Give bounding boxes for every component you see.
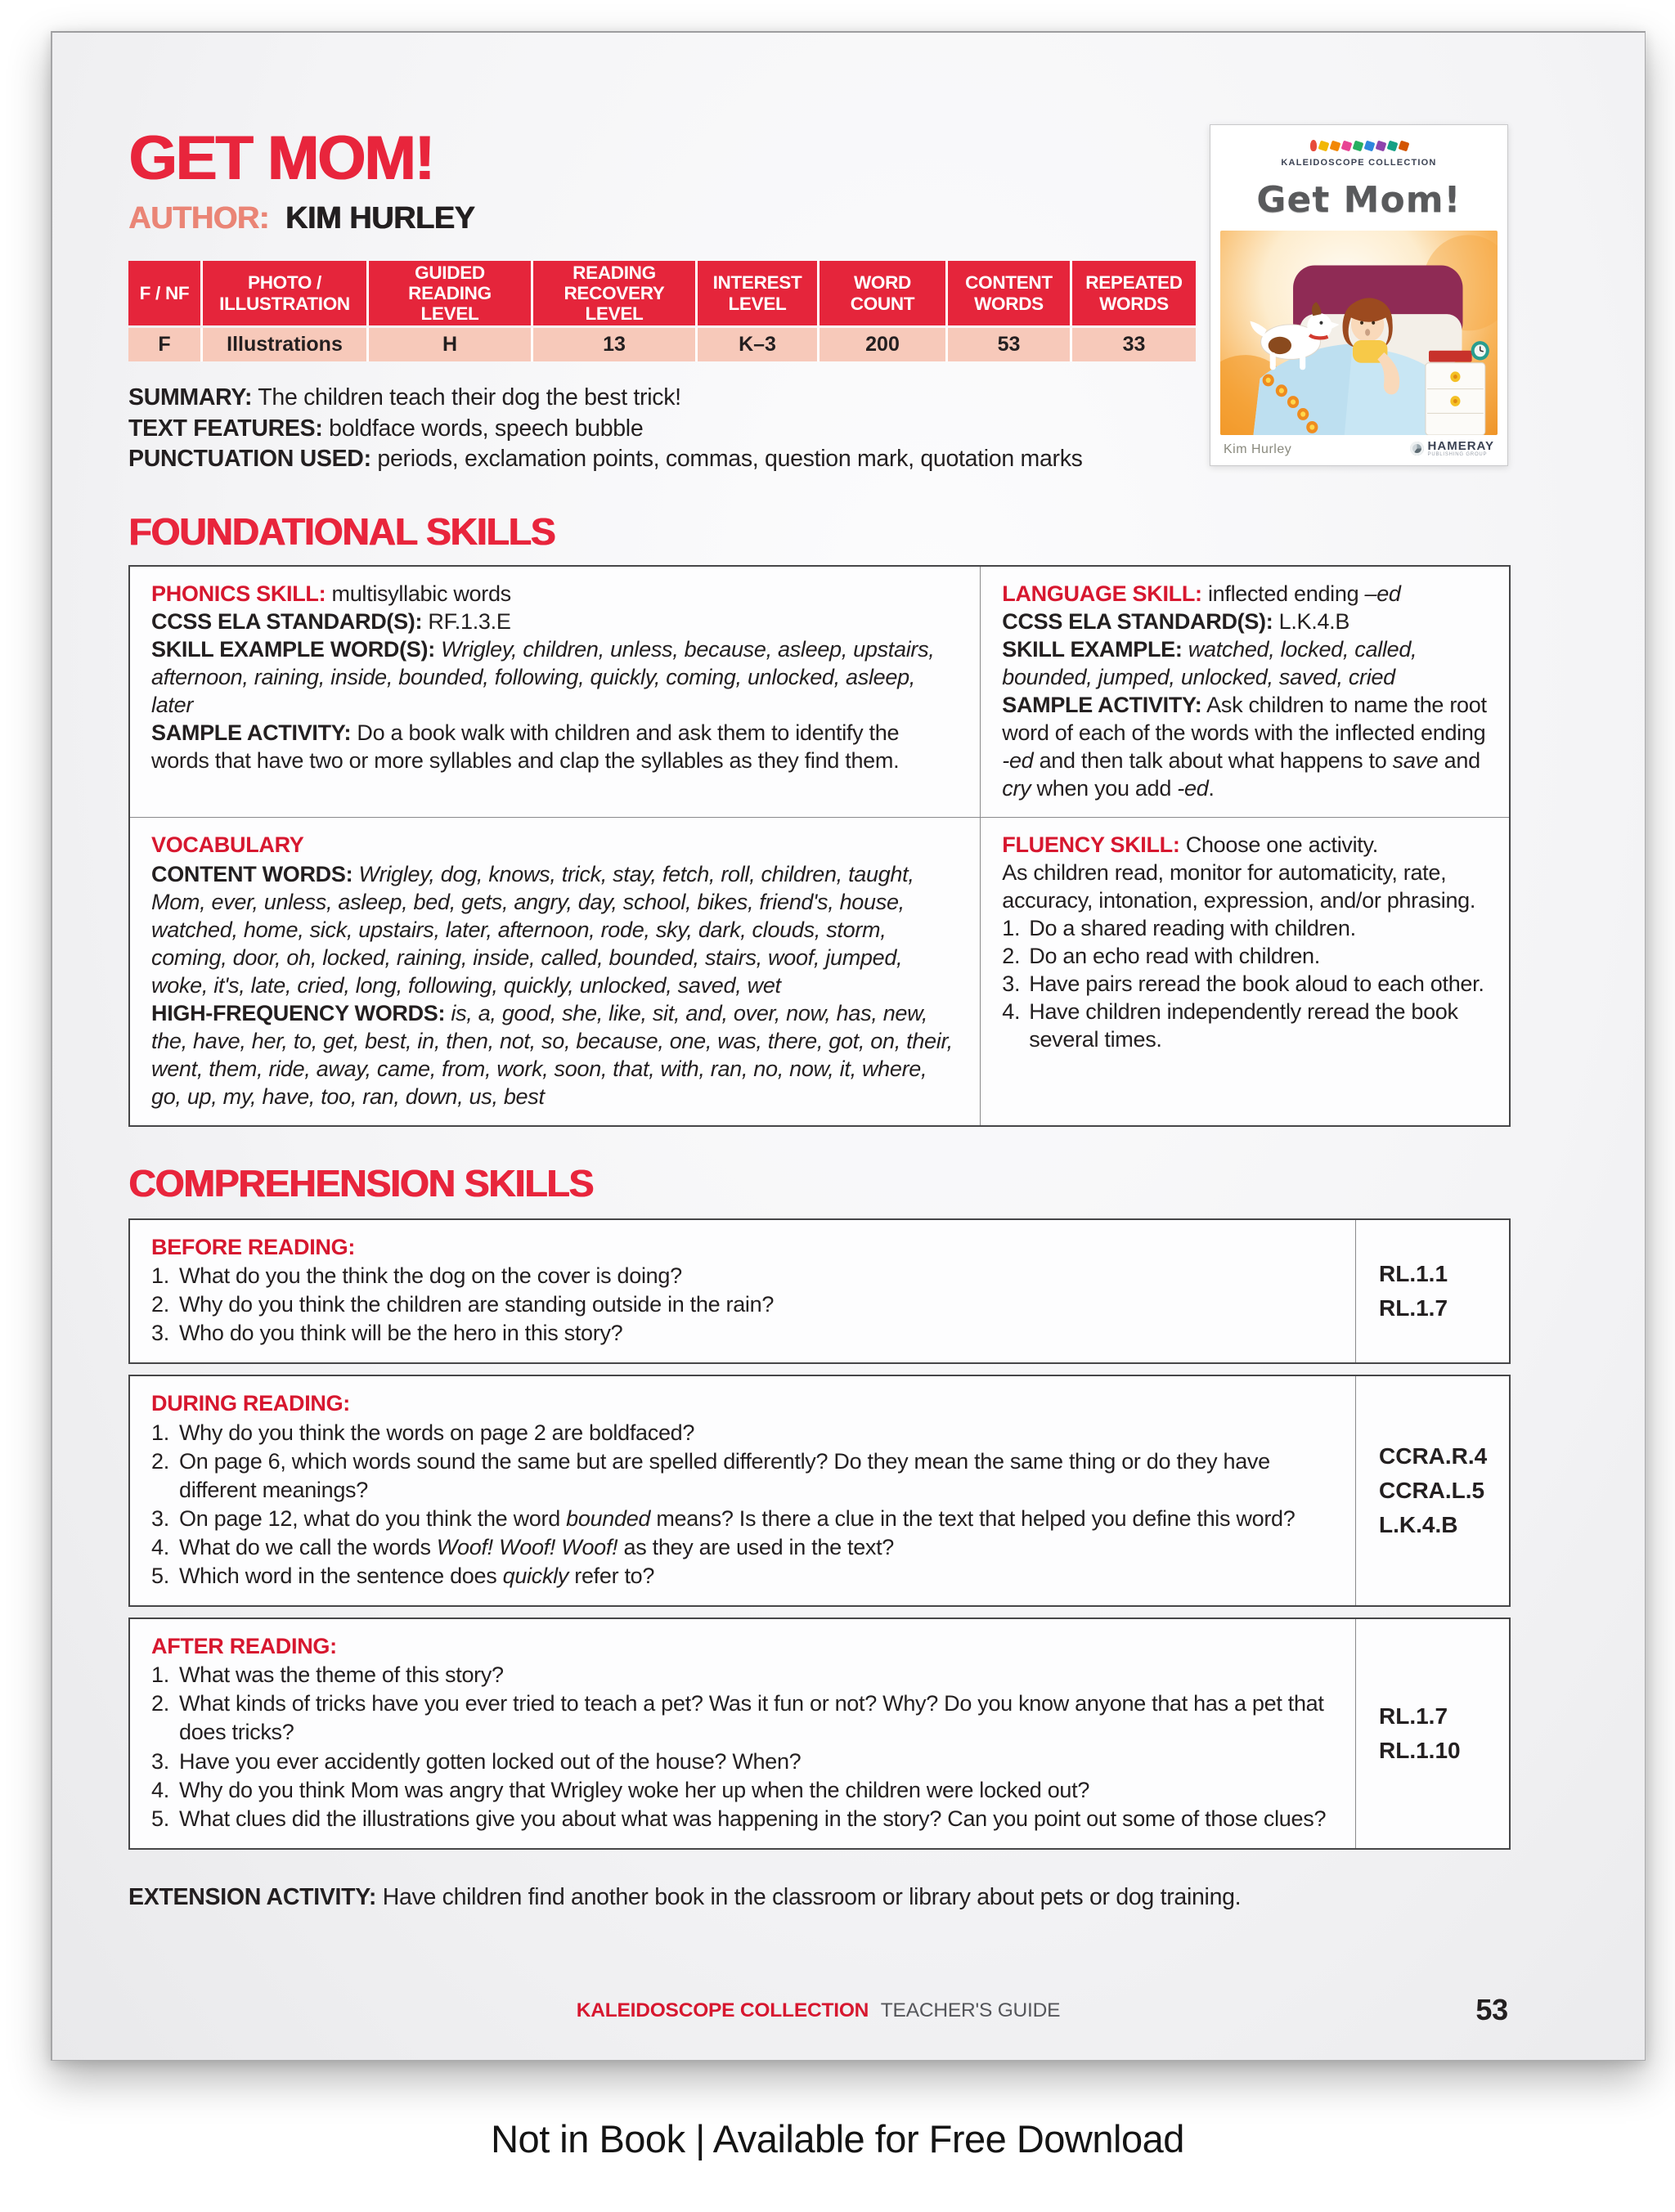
logo-figure-icon [1310, 140, 1317, 151]
fluency-step: Have pairs reread the book aloud to each other. [1029, 971, 1484, 997]
fluency-skill-label: FLUENCY SKILL: [1002, 832, 1180, 857]
vocabulary-heading: VOCABULARY [151, 832, 304, 857]
before-reading-row [128, 1218, 1511, 1364]
metrics-value: Illustrations [203, 328, 369, 361]
fluency-skill-cell [981, 818, 1509, 1125]
phonics-skill-cell [130, 567, 981, 818]
extension-activity [128, 1884, 1511, 1911]
page-footer [128, 1993, 1508, 2026]
content-words-list: Wrigley, dog, knows, trick, stay, fetch, roll, children, taught, Mom, ever, unless, asleep, bed, gets, angry, day, school, bikes, friend's, house, watched, home, sick, upstairs, later, afternoon, rode, sky, dark, clouds, storm, coming, door, oh, locked, raining, inside, called, bounded, stairs, woof, jumped, woke, it's, late, cried, long, following, quickly, unlocked, saved, wet [151, 861, 914, 998]
metrics-value-row [128, 325, 1196, 361]
author-label: AUTHOR: [128, 201, 269, 236]
bedroom-scene-illustration [1220, 231, 1498, 435]
during-reading-row [128, 1375, 1511, 1607]
question-item: Who do you think will be the hero in this story? [179, 1321, 623, 1346]
phonics-example-words: Wrigley, children, unless, because, asleep, upstairs, afternoon, raining, inside, bounded, following, quickly, coming, unlocked, asleep, later [151, 636, 935, 717]
page-number: 53 [1475, 1993, 1508, 2026]
punctuation-line [128, 444, 1216, 475]
page-title: GET MOM! [128, 123, 433, 193]
footer-guide-label: TEACHER'S GUIDE [880, 1999, 1061, 2021]
book-metrics-table [128, 261, 1196, 361]
cover-collection-name: KALEIDOSCOPE COLLECTION [1281, 158, 1437, 168]
nightstand [1426, 341, 1489, 435]
language-skill-label: LANGUAGE SKILL: [1002, 581, 1202, 606]
extension-activity-label: EXTENSION ACTIVITY: [128, 1883, 377, 1910]
high-frequency-words-list: is, a, good, she, like, sit, and, over, now, has, new, the, have, her, to, get, best, in, then, not, so, because, one, was, there, got, on, their, went, them, ride, away, came, from, work, soon, that, with, ran, no, now, it, where, go, up, my, have, too, ran, down, us, best [151, 1001, 953, 1110]
alarm-clock-icon [1471, 341, 1489, 360]
hameray-logo-icon [1410, 442, 1424, 455]
kaleidoscope-shapes-icon [1310, 135, 1408, 156]
metrics-value: 33 [1072, 328, 1196, 361]
fluency-intro: As children read, monitor for automaticity, rate, accuracy, intonation, expression, and/or phrasing. [1002, 859, 1476, 913]
text-features-text: boldface words, speech bubble [329, 415, 644, 442]
standard-code: L.K.4.B [1379, 1512, 1458, 1538]
question-item: Why do you think Mom was angry that Wrigley woke her up when the children were locked out? [179, 1777, 1090, 1802]
cover-author: Kim Hurley [1224, 442, 1292, 456]
metrics-value: 200 [820, 328, 948, 361]
question-item: Why do you think the children are standing outside in the rain? [179, 1292, 775, 1317]
publisher-logo [1410, 440, 1494, 457]
fluency-step: Do a shared reading with children. [1029, 916, 1356, 940]
summary-label: SUMMARY: [128, 384, 253, 411]
question-item: On page 6, which words sound the same but are spelled differently? Do they mean the same thing or do they have different meanings? [179, 1448, 1270, 1502]
question-item: Why do you think the words on page 2 are boldfaced? [179, 1420, 695, 1445]
metrics-header: WORD COUNT [820, 261, 948, 325]
during-reading-questions [130, 1376, 1355, 1605]
cover-footer [1220, 435, 1498, 459]
before-reading-standards [1355, 1220, 1509, 1362]
question-item: Have you ever accidently gotten locked out of the house? When? [179, 1748, 802, 1774]
phonics-skill-text: multisyllabic words [331, 581, 511, 606]
fluency-steps [1002, 914, 1488, 1053]
standard-code: CCRA.R.4 [1379, 1443, 1488, 1469]
metrics-value: F [128, 328, 203, 361]
author-name: KIM HURLEY [285, 201, 475, 236]
book-overview [128, 383, 1216, 475]
during-reading-standards [1355, 1376, 1509, 1605]
phonics-activity-label: SAMPLE ACTIVITY: [151, 720, 352, 745]
metrics-header-row [128, 261, 1196, 325]
phonics-standard-text: RF.1.3.E [428, 608, 511, 634]
metrics-header: REPEATED WORDS [1072, 261, 1196, 325]
standard-code: RL.1.10 [1379, 1737, 1461, 1763]
standard-code: CCRA.L.5 [1379, 1478, 1485, 1504]
phonics-skill-label: PHONICS SKILL: [151, 581, 326, 606]
punctuation-text: periods, exclamation points, commas, question mark, quotation marks [377, 446, 1083, 473]
fluency-step: Have children independently reread the book several times. [1029, 999, 1458, 1052]
question-item: Which word in the sentence does quickly refer to? [179, 1564, 655, 1589]
metrics-header: F / NF [128, 261, 203, 325]
foundational-skills-heading: FOUNDATIONAL SKILLS [128, 509, 555, 553]
after-reading-questions [130, 1619, 1355, 1848]
phonics-standard-label: CCSS ELA STANDARD(S): [151, 608, 423, 634]
during-reading-label: DURING READING: [151, 1391, 350, 1416]
punctuation-label: PUNCTUATION USED: [128, 446, 371, 473]
content-words-label: CONTENT WORDS: [151, 861, 353, 886]
language-standard-text: L.K.4.B [1278, 608, 1350, 634]
after-reading-standards [1355, 1619, 1509, 1848]
metrics-value: 13 [533, 328, 698, 361]
metrics-header: READING RECOVERY LEVEL [533, 261, 698, 325]
summary-line [128, 383, 1216, 414]
question-item: What do you the think the dog on the cover is doing? [179, 1263, 682, 1289]
metrics-header: INTEREST LEVEL [698, 261, 820, 325]
before-reading-questions [130, 1220, 1355, 1362]
question-item: On page 12, what do you think the word bounded means? Is there a clue in the text that helped you define this word? [179, 1505, 1296, 1531]
question-item: What do we call the words Woof! Woof! Woof! as they are used in the text? [179, 1534, 895, 1559]
foundational-skills-table [128, 565, 1511, 1127]
after-reading-label: AFTER READING: [151, 1634, 337, 1659]
comprehension-skills-heading: COMPREHENSION SKILLS [128, 1162, 593, 1205]
question-item: What kinds of tricks have you ever tried to teach a pet? Was it fun or not? Why? Do you know anyone that has a pet that does tricks? [179, 1691, 1324, 1745]
metrics-header: CONTENT WORDS [948, 261, 1072, 325]
language-activity-text: Ask children to name the root word of each of the words with the inflected ending -ed and then talk about what happens to save and cry when you add -ed. [1002, 692, 1487, 801]
book-on-nightstand [1429, 351, 1472, 362]
language-activity-label: SAMPLE ACTIVITY: [1002, 692, 1202, 717]
summary-text: The children teach their dog the best trick! [258, 384, 681, 411]
guide-page [51, 31, 1646, 2061]
kaleidoscope-logo [1220, 135, 1498, 168]
language-standard-label: CCSS ELA STANDARD(S): [1002, 608, 1273, 634]
text-features-label: TEXT FEATURES: [128, 415, 323, 442]
cover-title: Get Mom! [1256, 179, 1462, 221]
page-content [52, 33, 1645, 2060]
download-caption: Not in Book | Available for Free Download [491, 2117, 1184, 2160]
fluency-skill-text: Choose one activity. [1185, 832, 1378, 857]
before-reading-label: BEFORE READING: [151, 1235, 356, 1260]
footer-brand: KALEIDOSCOPE COLLECTION [576, 1999, 869, 2021]
metrics-value: 53 [948, 328, 1072, 361]
cover-illustration [1220, 231, 1498, 435]
publisher-name: HAMERAY [1427, 439, 1494, 453]
book-cover [1210, 124, 1508, 466]
metrics-value: K–3 [698, 328, 820, 361]
question-item: What was the theme of this story? [179, 1662, 504, 1688]
high-frequency-words-label: HIGH-FREQUENCY WORDS: [151, 1001, 446, 1026]
question-item: What clues did the illustrations give you about what was happening in the story? Can you point out some of those clues? [179, 1806, 1327, 1831]
language-example-label: SKILL EXAMPLE: [1002, 636, 1183, 662]
vocabulary-cell [130, 818, 981, 1125]
language-example-words: watched, locked, called, bounded, jumped, unlocked, saved, cried [1002, 636, 1417, 689]
metrics-value: H [369, 328, 533, 361]
text-features-line [128, 414, 1216, 445]
publisher-subtitle: PUBLISHING GROUP [1427, 452, 1488, 457]
language-skill-text: inflected ending –ed [1207, 581, 1401, 606]
standard-code: RL.1.1 [1379, 1261, 1448, 1287]
after-reading-row [128, 1617, 1511, 1850]
standard-code: RL.1.7 [1379, 1703, 1448, 1729]
phonics-activity-text: Do a book walk with children and ask them to identify the words that have two or more syllables and clap the syllables as they find them. [151, 720, 900, 773]
metrics-header: PHOTO / ILLUSTRATION [203, 261, 369, 325]
phonics-example-label: SKILL EXAMPLE WORD(S): [151, 636, 435, 662]
language-skill-cell [981, 567, 1509, 818]
standard-code: RL.1.7 [1379, 1295, 1448, 1321]
fluency-step: Do an echo read with children. [1029, 944, 1320, 969]
metrics-header: GUIDED READING LEVEL [369, 261, 533, 325]
extension-activity-text: Have children find another book in the classroom or library about pets or dog training. [382, 1883, 1242, 1910]
